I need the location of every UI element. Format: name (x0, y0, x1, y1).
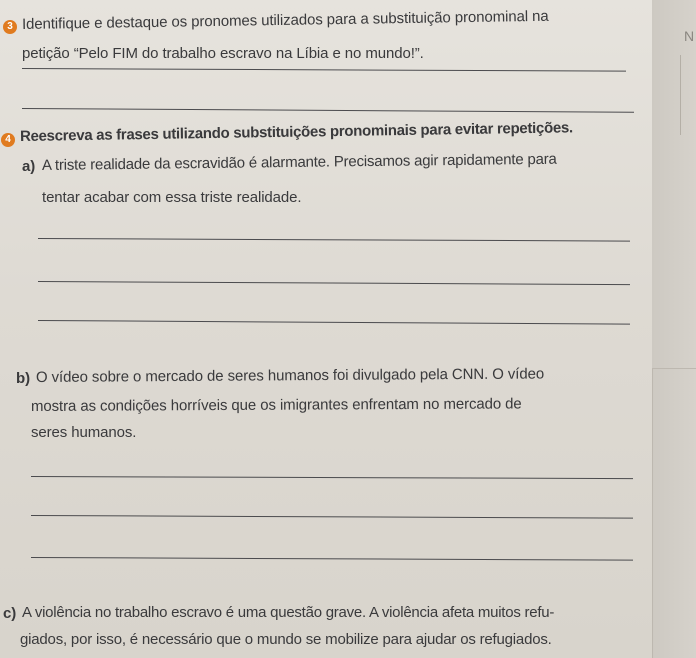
item-b-label: b) (16, 370, 30, 387)
adjacent-page-fold (680, 55, 695, 135)
question-3-line-1: Identifique e destaque os pronomes utilizados para a substituição pronominal na (21, 7, 549, 33)
question-4-number-badge: 4 (1, 133, 15, 147)
item-b-line-1: O vídeo sobre o mercado de seres humanos foi divulgado pela CNN. O vídeo (35, 365, 545, 386)
question-3-line-2: petição “Pelo FIM do trabalho escravo na Líbia e no mundo!”. (22, 45, 424, 62)
item-a-line-1: A triste realidade da escravidão é alarmante. Precisamos agir rapidamente para (41, 150, 557, 174)
item-c-line-2: giados, por isso, é necessário que o mundo se mobilize para ajudar os refugiados. (20, 631, 552, 648)
item-a-line-2: tentar acabar com essa triste realidade. (42, 189, 302, 206)
item-a-label: a) (22, 158, 36, 175)
item-b-line-3: seres humanos. (31, 424, 137, 441)
question-4-instruction: Reescreva as frases utilizando substituições pronominais para evitar repetições. (19, 119, 573, 145)
item-b-line-2: mostra as condições horríveis que os imigrantes enfrentam no mercado de (30, 395, 522, 415)
adjacent-page-glyph: N (684, 28, 695, 44)
question-3-number-badge: 3 (3, 20, 17, 34)
item-c-label: c) (3, 605, 17, 622)
item-c-line-1: A violência no trabalho escravo é uma questão grave. A violência afeta muitos refu- (22, 604, 555, 621)
adjacent-page-box (652, 368, 696, 658)
